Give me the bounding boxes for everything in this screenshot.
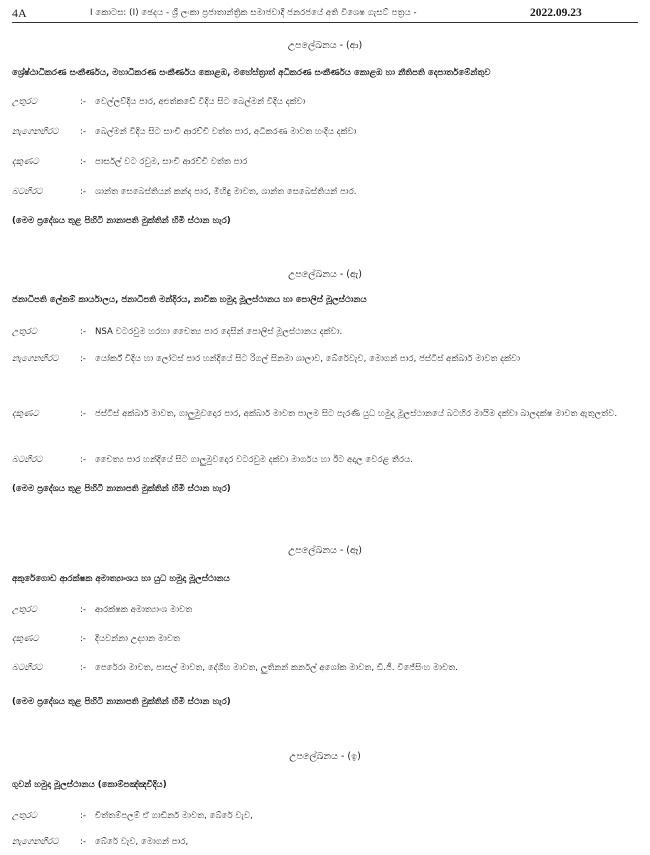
header-divider <box>12 22 638 23</box>
gazette-header-title: I කොටස: (I) ඡෙදය - ශ්‍රී ලංකා ප්‍රජාතාන්ත්‍රික සමාජවාදී ජනරජයේ අති විශෙෂ ගැසට් පත්‍රය - <box>90 8 417 18</box>
direction-separator: :- <box>80 634 86 644</box>
direction-separator: :- <box>80 811 86 821</box>
exemption-note: (මෙම ප්‍රදේශය තුළ පිහිටි නානාපති මුක්තින් හිමි ස්ථාන හැර) <box>12 216 231 226</box>
direction-text-east: යෝර්ක් විදිය හා ලෝටස් පාර හන්දියේ සිට රිගල් සිනමා ශාලාව, බේරේවැව, මොගන් පාර, ජස්ටිස් අක්බාර් මාවත දක්වා <box>95 354 521 364</box>
direction-label-west: බටහිරට <box>12 455 43 465</box>
direction-text-north: චිත්තම්පලම් ඒ ගාඩිනර් මාවත, බේරේ වැව, <box>95 811 253 821</box>
schedule-heading: උපලේඛනය - (ඇ) <box>288 269 362 280</box>
direction-separator: :- <box>80 837 86 847</box>
area-title: අකුරේගොඩ ආරක්ෂක අමාත්‍යාංශය හා යුධ හමුදා මූලස්ථානය <box>12 574 230 584</box>
direction-label-north: උතුරට <box>12 97 37 107</box>
exemption-note: (මෙම ප්‍රදේශය තුළ පිහිටි නානාපති මුක්තින් හිමි ස්ථාන හැර) <box>12 697 231 707</box>
direction-label-west: බටහිරට <box>12 187 43 197</box>
direction-separator: :- <box>80 187 86 197</box>
direction-label-east: නැගෙනහිරට <box>12 127 59 137</box>
schedule-heading: උපලේඛනය - (ඉ) <box>289 751 361 762</box>
direction-separator: :- <box>80 157 86 167</box>
direction-text-south: ජස්ටිස් අක්බාර් මාවත, ගාලුමුවදොර පාර, අක්බාර් මාවත පාලම සිට පැරණි යුධ හමුදා මූලස්ථානයේ බටහිර මායිම දක්වා බාලදක්ෂ මාවත ඇතුලත්ව. <box>95 409 618 419</box>
direction-separator: :- <box>80 354 86 364</box>
direction-text-north: ආරක්ෂක අමාත්‍යාංශ මාවත <box>95 605 193 615</box>
schedule-heading: උපලේඛනය - (ආ) <box>287 40 363 51</box>
direction-label-west: බටහිරට <box>12 663 43 673</box>
exemption-note: (මෙම ප්‍රදේශය තුළ පිහිටි නානාපති මුක්තින් හිමි ස්ථාන හැර) <box>12 484 231 494</box>
direction-separator: :- <box>80 663 86 673</box>
page-header <box>10 6 640 20</box>
area-title: ජනාධිපති ලේකම් කාර්යාලය, ජනාධිපති මන්දිරය, නාවික හමුදා මූලස්ථානය හා පොලිස් මූලස්ථානය <box>12 295 367 305</box>
direction-text-south: පාර්සල් වට රවුම, සාංචි ආරච්චි වත්ත පාර <box>95 157 248 167</box>
direction-separator: :- <box>80 605 86 615</box>
direction-text-west: ශාන්ත සෙබෙස්තියන් කන්ද පාර, මිහිඳු මාවත, ශාන්ත සෙබෙස්තියන් පාර. <box>95 187 357 197</box>
direction-label-south: දකුණට <box>12 634 39 644</box>
direction-label-south: දකුණට <box>12 409 39 419</box>
page-number: 4A <box>12 6 27 20</box>
direction-text-north: වෙල්ලව්දිය පාර, අළුත්කඩේ විදිය සිට බෙල්මන් විදිය දක්වා <box>95 97 306 107</box>
direction-text-south: දියවන්නා උද්‍යාන මාවත <box>95 634 181 644</box>
gazette-date: 2022.09.23 <box>530 7 582 19</box>
direction-separator: :- <box>80 97 86 107</box>
direction-text-north: NSA වටරවුම හරහා චෛත්‍ය පාර දෙසින් පොලිස් මූලස්ථානය දක්වා. <box>95 327 343 337</box>
direction-text-west: චෛත්‍ය පාර හන්දියේ සිට ගාලුමුවදොර වටරවුම දක්වා මාර්ගය හා ඊට අදාල වෙරළ තීරය. <box>95 455 413 465</box>
direction-separator: :- <box>80 127 86 137</box>
direction-text-east: බෙල්මන් විදිය සිට සාංචි ආරච්චි වත්ත පාර, අධිකරණ මාවත හංදිය දක්වා <box>95 127 357 137</box>
direction-text-east: බේරේ වැව, මොගන් පාර, <box>95 837 189 847</box>
area-title: ගුවන් හමුදා මූලස්ථානය (කොම්පඤ්ඤවීදිය) <box>12 780 167 790</box>
area-title: ශ්‍රේෂ්ඨාධිකරණ සංකීර්ණය, මහාධිකරණ සංකීර්ණය කොළඹ, මහේස්ත්‍රාත් අධිකරණ සංකීර්ණය කොළඹ හා නීතිපති දෙපාර්තමේන්තුව <box>12 68 491 78</box>
direction-text-west: පෙරේරා මාවත, පාසල් මාවත, දේශිහ මාවත, ලුතිනන් කර්නල් අශෝක මාවත, ඩී.ජී. විජේසිංහ මාවත. <box>95 663 458 673</box>
direction-separator: :- <box>80 327 86 337</box>
direction-label-east: නැගෙනහිරට <box>12 837 59 847</box>
direction-label-north: උතුරට <box>12 605 37 615</box>
direction-separator: :- <box>80 455 86 465</box>
schedule-heading: උපලේඛනය - (ඈ) <box>288 545 362 556</box>
direction-label-north: උතුරට <box>12 327 37 337</box>
direction-label-east: නැගෙනහිරට <box>12 354 59 364</box>
direction-label-north: උතුරට <box>12 811 37 821</box>
direction-separator: :- <box>80 409 86 419</box>
direction-label-south: දකුණට <box>12 157 39 167</box>
